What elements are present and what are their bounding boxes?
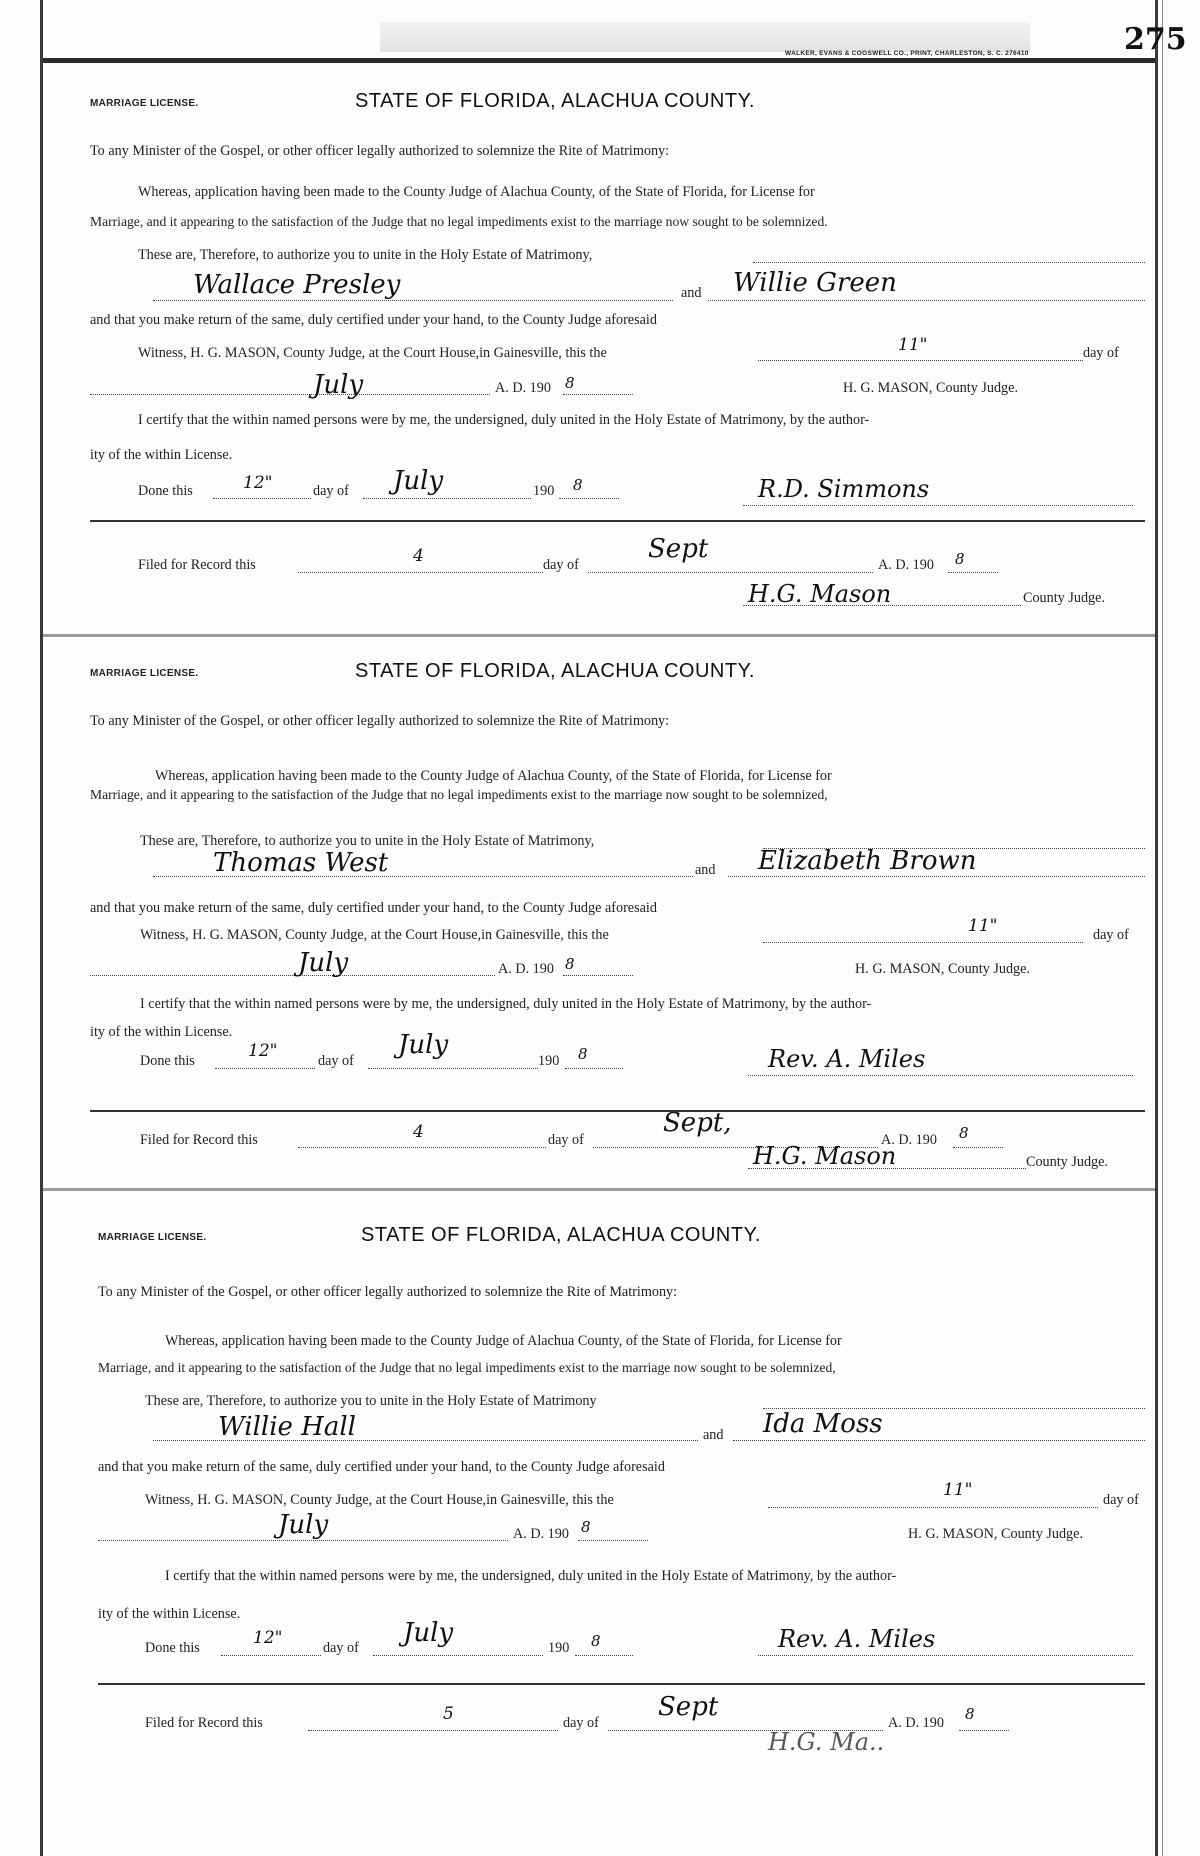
officiant-signature: Rev. A. Miles [768, 1045, 926, 1073]
filed-month: Sept [658, 1692, 719, 1722]
license-day: 11" [968, 916, 998, 936]
authorize-line: These are, Therefore, to authorize you to unite in the Holy Estate of Matrimony, [138, 247, 593, 263]
done-day-of: day of [313, 483, 349, 499]
filed-label: Filed for Record this [140, 1132, 258, 1148]
and-word: and [703, 1427, 724, 1443]
address-line: To any Minister of the Gospel, or other officer legally authorized to solemnize the Rite of Matrimony: [98, 1284, 678, 1300]
filed-year: 8 [959, 1124, 969, 1142]
whereas-line-2: Marriage, and it appearing to the satisfaction of the Judge that no legal impediments exist to the marriage now sought to be solemnized, [90, 787, 828, 802]
whereas-line-2: Marriage, and it appearing to the satisfaction of the Judge that no legal impediments exist to the marriage now sought to be solemnized. [90, 214, 828, 229]
done-year-label: 190 [548, 1640, 570, 1656]
done-day-of: day of [318, 1053, 354, 1069]
whereas-line-2: Marriage, and it appearing to the satisfaction of the Judge that no legal impediments exist to the marriage now sought to be solemnized, [98, 1360, 836, 1375]
filed-day: 5 [443, 1704, 454, 1724]
filed-label: Filed for Record this [145, 1715, 263, 1731]
done-year: 8 [578, 1045, 588, 1063]
groom-name: Willie Hall [218, 1412, 356, 1442]
done-year: 8 [591, 1632, 601, 1650]
license-day: 11" [943, 1480, 973, 1500]
right-margin-rule [1155, 0, 1158, 1856]
done-label: Done this [140, 1053, 195, 1069]
filed-year: 8 [955, 550, 965, 568]
judge-printed-name: H. G. MASON, County Judge. [908, 1526, 1083, 1542]
license-label: MARRIAGE LICENSE. [90, 668, 199, 679]
license-month: July [313, 370, 364, 400]
filed-label: Filed for Record this [138, 557, 256, 573]
judge-signature: H.G. Ma.. [768, 1728, 885, 1756]
marriage-license-3 [43, 0, 1155, 1856]
license-heading: STATE OF FLORIDA, ALACHUA COUNTY. [361, 1224, 761, 1246]
return-line: and that you make return of the same, duly certified under your hand, to the County Judge aforesaid [90, 900, 657, 916]
officiant-signature: R.D. Simmons [758, 475, 930, 503]
done-label: Done this [145, 1640, 200, 1656]
certify-line-1: I certify that the within named persons were by me, the undersigned, duly united in the Holy Estate of Matrimony, by the author- [138, 412, 870, 428]
day-of-label: day of [1103, 1492, 1139, 1508]
certify-line-2: ity of the within License. [90, 447, 233, 463]
filed-day: 4 [413, 1122, 424, 1142]
done-month: July [393, 466, 444, 496]
ad-label: A. D. 190 [498, 961, 554, 977]
whereas-line-1: Whereas, application having been made to the County Judge of Alachua County, of the State of Florida, for License for [165, 1333, 842, 1349]
done-day: 12" [248, 1041, 278, 1061]
judge-printed-name: H. G. MASON, County Judge. [855, 961, 1030, 977]
filed-month: Sept, [663, 1108, 732, 1138]
filed-ad: A. D. 190 [881, 1132, 937, 1148]
and-word: and [681, 285, 702, 301]
filed-ad: A. D. 190 [878, 557, 934, 573]
county-judge-label: County Judge. [1026, 1154, 1108, 1170]
license-year: 8 [565, 374, 575, 392]
bride-blank [733, 1440, 1145, 1441]
done-day-blank [221, 1655, 321, 1656]
witness-line: Witness, H. G. MASON, County Judge, at the Court House,in Gainesville, this the [145, 1492, 614, 1508]
bride-name: Ida Moss [763, 1409, 883, 1439]
ad-label: A. D. 190 [513, 1526, 569, 1542]
done-month-blank [373, 1655, 543, 1656]
authorize-line: These are, Therefore, to authorize you to unite in the Holy Estate of Matrimony [145, 1393, 597, 1409]
and-word: and [695, 862, 716, 878]
judge-signature: H.G. Mason [753, 1142, 897, 1170]
done-month: July [403, 1618, 454, 1648]
judge-printed-name: H. G. MASON, County Judge. [843, 380, 1018, 396]
county-judge-label: County Judge. [1023, 590, 1105, 606]
officiant-blank [758, 1655, 1133, 1656]
printer-imprint: WALKER, EVANS & COGSWELL CO., PRINT, CHARLESTON, S. C. 276410 [785, 50, 1029, 57]
done-year-label: 190 [533, 483, 555, 499]
done-month: July [398, 1030, 449, 1060]
ad-label: A. D. 190 [495, 380, 551, 396]
certify-line-1: I certify that the within named persons were by me, the undersigned, duly united in the Holy Estate of Matrimony, by the author- [165, 1568, 897, 1584]
filed-year-blank [959, 1730, 1009, 1731]
license-label: MARRIAGE LICENSE. [90, 98, 199, 109]
done-year-blank [575, 1655, 633, 1656]
filed-month: Sept [648, 534, 709, 564]
bride-name: Willie Green [733, 268, 897, 298]
groom-blank [153, 1440, 698, 1441]
page-number: 275 [1124, 22, 1187, 57]
license-month: July [278, 1510, 329, 1540]
license-day: 11" [898, 335, 928, 355]
done-label: Done this [138, 483, 193, 499]
witness-line: Witness, H. G. MASON, County Judge, at the Court House,in Gainesville, this the [140, 927, 609, 943]
done-day: 12" [243, 473, 273, 493]
filed-day-blank [308, 1730, 558, 1731]
license-year: 8 [581, 1518, 591, 1536]
certify-line-1: I certify that the within named persons were by me, the undersigned, duly united in the Holy Estate of Matrimony, by the author- [140, 996, 872, 1012]
filed-ad: A. D. 190 [888, 1715, 944, 1731]
done-day-of: day of [323, 1640, 359, 1656]
license-day-blank [768, 1507, 1098, 1508]
license-year: 8 [565, 955, 575, 973]
done-day: 12" [253, 1628, 283, 1648]
authorize-line: These are, Therefore, to authorize you to unite in the Holy Estate of Matrimony, [140, 833, 595, 849]
done-year: 8 [573, 476, 583, 494]
filed-day-of: day of [543, 557, 579, 573]
filed-day-of: day of [548, 1132, 584, 1148]
done-year-label: 190 [538, 1053, 560, 1069]
right-margin-rule-thin [1162, 0, 1163, 1856]
license-heading: STATE OF FLORIDA, ALACHUA COUNTY. [355, 660, 755, 682]
license-year-blank [578, 1540, 648, 1541]
license-month-blank [98, 1540, 508, 1541]
whereas-line-1: Whereas, application having been made to the County Judge of Alachua County, of the State of Florida, for License for [155, 768, 832, 784]
address-line: To any Minister of the Gospel, or other officer legally authorized to solemnize the Rite of Matrimony: [90, 143, 670, 159]
certify-line-2: ity of the within License. [90, 1024, 233, 1040]
divider-rule [98, 1683, 1145, 1685]
day-of-label: day of [1083, 345, 1119, 361]
certify-line-2: ity of the within License. [98, 1606, 241, 1622]
return-line: and that you make return of the same, duly certified under your hand, to the County Judge aforesaid [98, 1459, 665, 1475]
filed-day-of: day of [563, 1715, 599, 1731]
judge-signature: H.G. Mason [748, 580, 892, 608]
day-of-label: day of [1093, 927, 1129, 943]
filed-year: 8 [965, 1705, 975, 1723]
license-label: MARRIAGE LICENSE. [98, 1232, 207, 1243]
return-line: and that you make return of the same, duly certified under your hand, to the County Judge aforesaid [90, 312, 657, 328]
address-line: To any Minister of the Gospel, or other officer legally authorized to solemnize the Rite of Matrimony: [90, 713, 670, 729]
license-heading: STATE OF FLORIDA, ALACHUA COUNTY. [355, 90, 755, 112]
witness-line: Witness, H. G. MASON, County Judge, at the Court House,in Gainesville, this the [138, 345, 607, 361]
filed-day: 4 [413, 546, 424, 566]
officiant-signature: Rev. A. Miles [778, 1625, 936, 1653]
groom-name: Thomas West [213, 848, 389, 878]
whereas-line-1: Whereas, application having been made to the County Judge of Alachua County, of the State of Florida, for License for [138, 184, 815, 200]
license-month: July [298, 948, 349, 978]
groom-name: Wallace Presley [193, 270, 401, 300]
bride-name: Elizabeth Brown [758, 846, 977, 876]
